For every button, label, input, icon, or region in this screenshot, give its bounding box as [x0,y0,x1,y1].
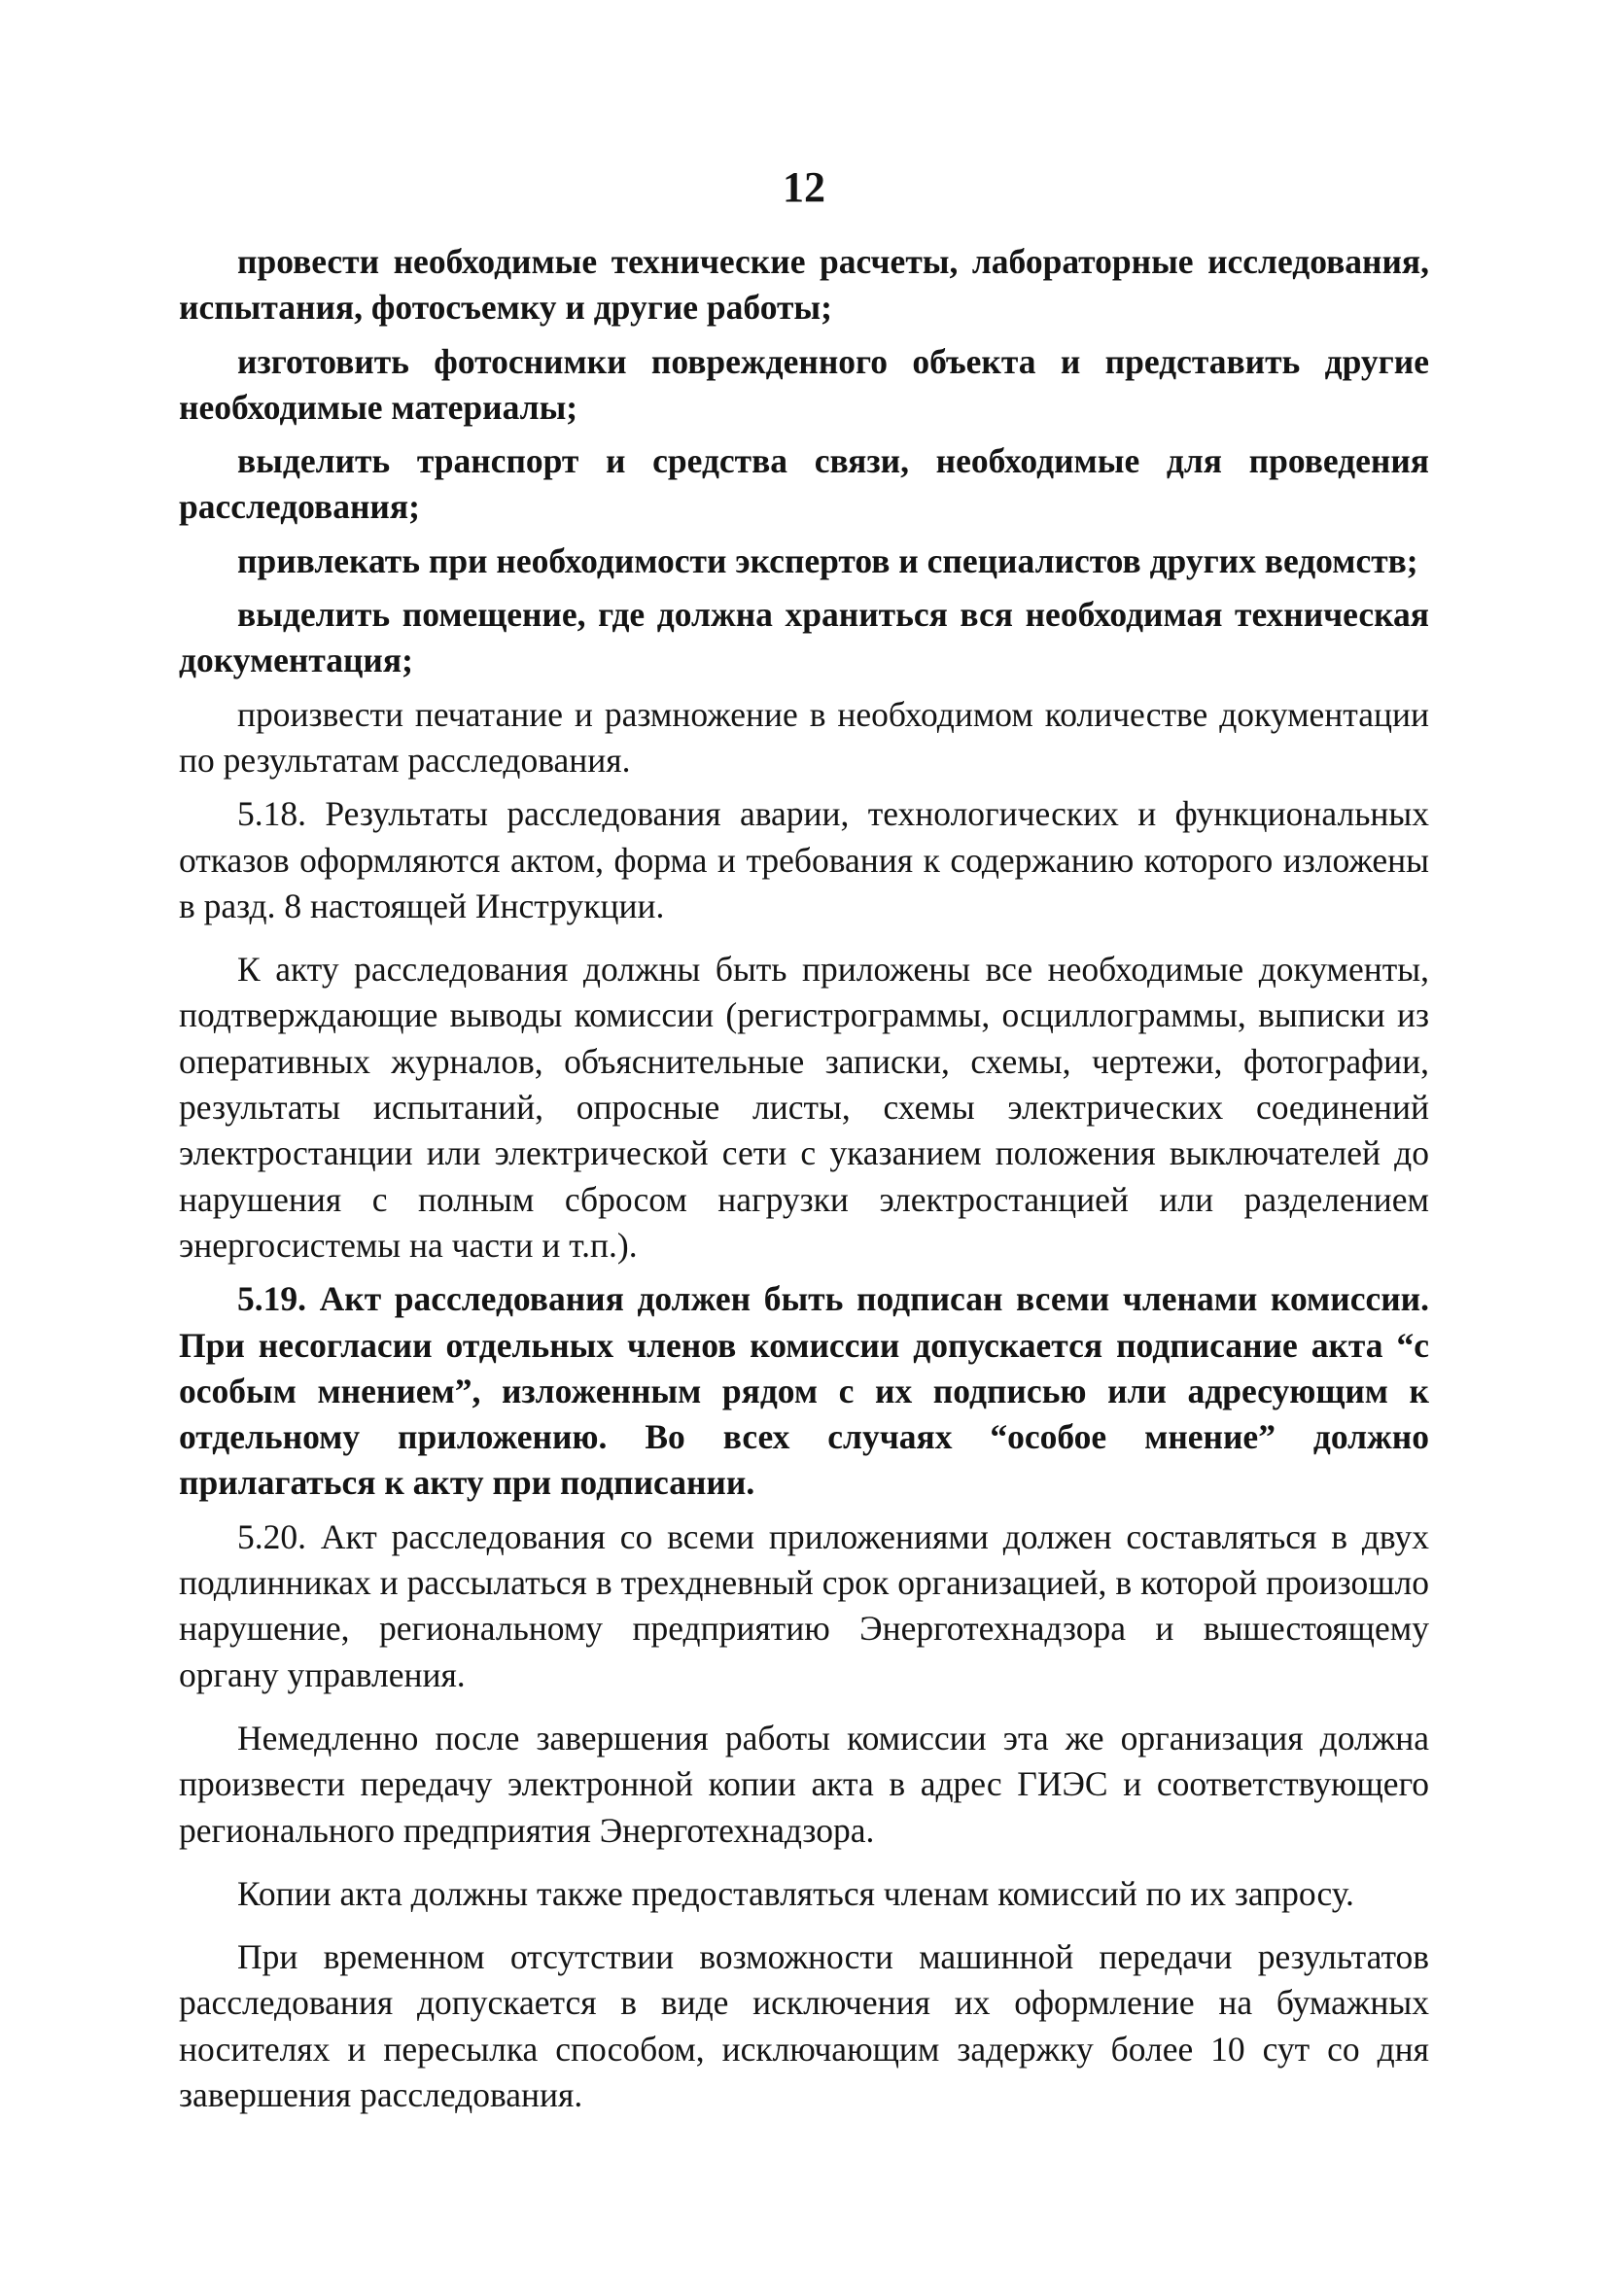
paragraph-attachments: К акту расследования должны быть приложены все необходимые документы, подтверждающие выводы комиссии (регистрограммы, осциллограммы, выписки из оперативных журналов, объяснительные записки, схемы, чертежи, фотографии, результаты испытаний, опросные листы, схемы электрических соединений электростанции или электрической сети с указанием положения выключателей до нарушения с полным сбросом нагрузки электростанцией или разделением энергосистемы на части и т.п.). [179,950,1429,1265]
paragraph-electronic-copy: Немедленно после завершения работы комиссии эта же организация должна произвести передачу электронной копии акта в адрес ГИЭС и соответствующего регионального предприятия Энерготехнадзора. [179,1718,1429,1850]
paragraph-printing: произвести печатание и размножение в необходимом количестве документации по результатам расследования. [179,694,1429,780]
paragraph-experts: привлекать при необходимости экспертов и специалистов других ведомств; [237,540,1418,580]
paragraph-photographs: изготовить фотоснимки поврежденного объекта и представить другие необходимые материалы; [179,341,1429,427]
paragraph-technical-calculations: провести необходимые технические расчеты, лабораторные исследования, испытания, фотосъемку и другие работы; [179,242,1429,328]
paragraph-5-18: 5.18. Результаты расследования аварии, технологических и функциональных отказов оформляются актом, форма и требования к содержанию которого изложены в разд. 8 настоящей Инструкции. [179,794,1429,925]
page-number: 12 [783,163,825,211]
paragraph-premises: выделить помещение, где должна храниться вся необходимая техническая документация; [179,595,1429,680]
document-body [179,239,1429,2118]
paragraph-5-20: 5.20. Акт расследования со всеми приложениями должен составляться в двух подлинниках и рассылаться в трехдневный срок организацией, в которой произошло нарушение, региональному предприятию Энерготехнадзора и вышестоящему органу управления. [179,1516,1429,1694]
paragraph-paper-form: При временном отсутствии возможности машинной передачи результатов расследования допускается в виде исключения их оформление на бумажных носителях и пересылка способом, исключающим задержку более 10 сут со дня завершения расследования. [179,1937,1429,2114]
paragraph-transport: выделить транспорт и средства связи, необходимые для проведения расследования; [179,441,1429,527]
paragraph-copies: Копии акта должны также предоставляться членам комиссий по их запросу. [237,1873,1354,1913]
paragraph-5-19: 5.19. Акт расследования должен быть подписан всеми членами комиссии. При несогласии отдельных членов комиссии допускается подписание акта “с особым мнением”, изложенным рядом с их подписью или адресующим к отдельному приложению. Во всех случаях “особое мнение” должно прилагаться к акту при подписании. [179,1279,1429,1503]
